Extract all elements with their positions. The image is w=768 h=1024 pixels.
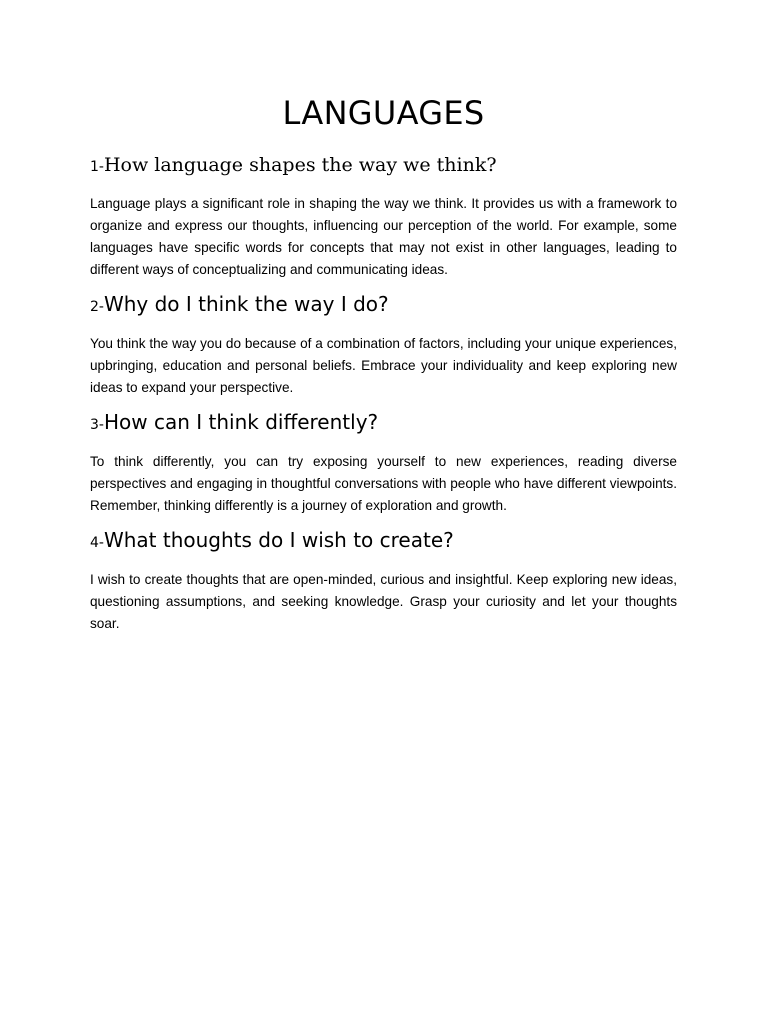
section-heading-text: Why do I think the way I do? — [103, 292, 389, 316]
section-heading — [90, 526, 677, 557]
section-paragraph: Language plays a significant role in shaping the way we think. It provides us with a framework to organize and express our thoughts, influencing our perception of the world. For example, some languages have specific words for concepts that may not exist in other languages, leading to different ways of conceptualizing and communicating ideas. — [90, 196, 677, 277]
section-heading — [90, 408, 677, 439]
section-paragraph: You think the way you do because of a combination of factors, including your unique experiences, upbringing, education and personal beliefs. Embrace your individuality and keep exploring new ideas to expand your perspective. — [90, 336, 677, 395]
section-heading — [90, 150, 677, 181]
section-paragraph: To think differently, you can try exposing yourself to new experiences, reading diverse perspectives and engaging in thoughtful conversations with people who have different viewpoints. Remember, thinking differently is a journey of exploration and growth. — [90, 454, 677, 513]
section-heading-text: What thoughts do I wish to create? — [103, 528, 454, 552]
section-2 — [90, 290, 677, 399]
section-heading-text: How language shapes the way we think? — [103, 154, 497, 176]
section-number: 2- — [90, 299, 104, 315]
section-4 — [90, 526, 677, 635]
section-number: 1- — [90, 159, 104, 175]
section-number: 3- — [90, 417, 104, 433]
section-heading — [90, 290, 677, 321]
section-heading-text: How can I think differently? — [103, 410, 379, 434]
section-1 — [90, 150, 677, 281]
section-paragraph: I wish to create thoughts that are open-minded, curious and insightful. Keep exploring new ideas, questioning assumptions, and seeking knowledge. Grasp your curiosity and let your thoughts soar. — [90, 572, 677, 631]
section-number: 4- — [90, 535, 104, 551]
document-title: LANGUAGES — [282, 94, 485, 132]
section-3 — [90, 408, 677, 517]
